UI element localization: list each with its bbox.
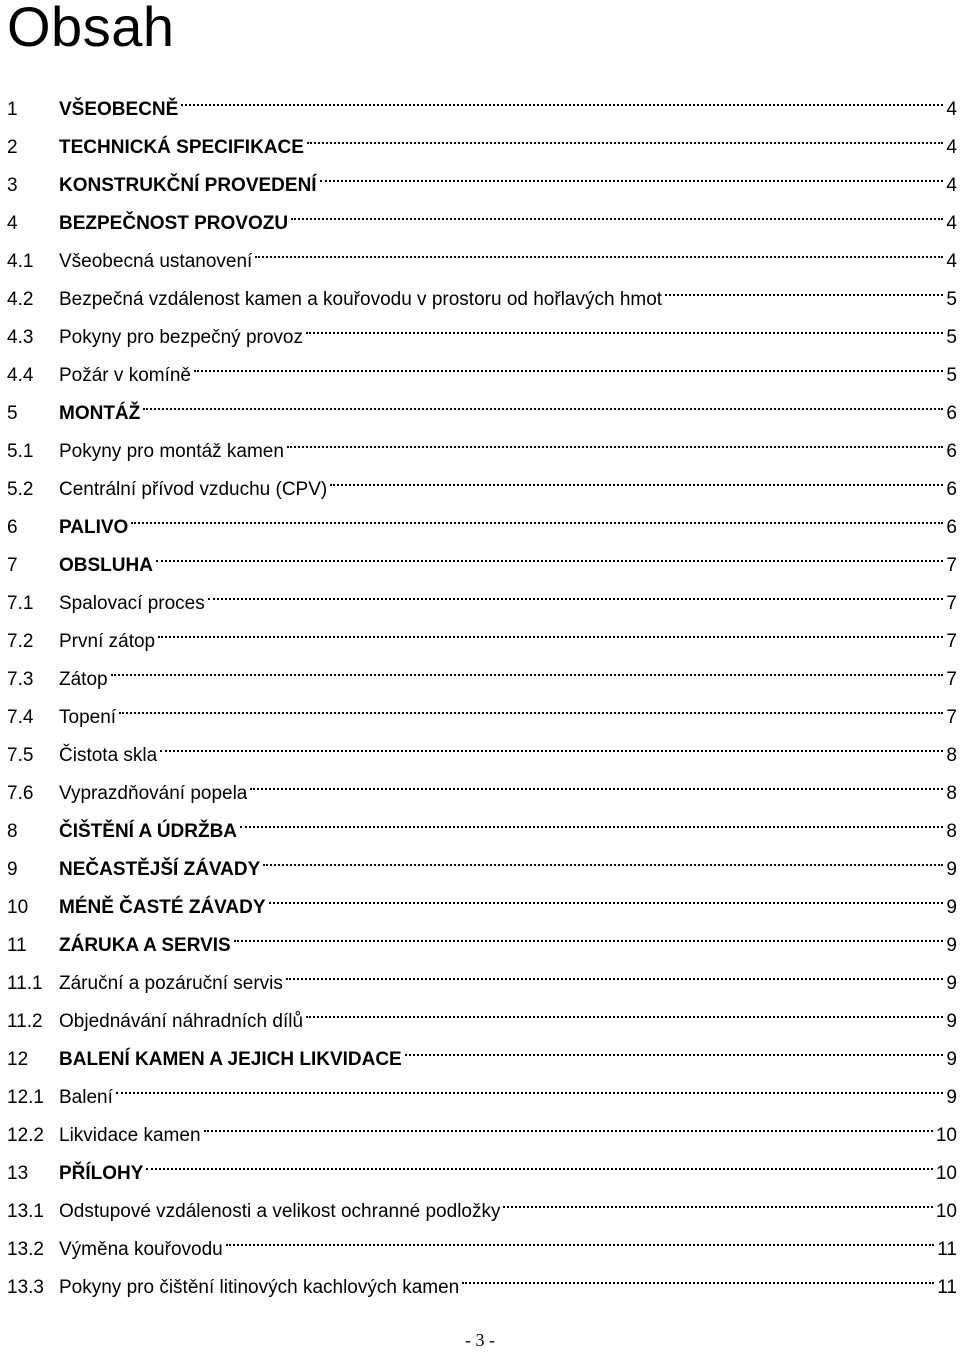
- toc-entry-number: 10: [7, 897, 29, 918]
- toc-entry[interactable]: [7, 1065, 957, 1108]
- toc-dot-leader: [286, 951, 944, 989]
- toc-entry-page-number: 7: [946, 593, 957, 614]
- toc-entry-page-number: 9: [946, 859, 957, 880]
- toc-entry[interactable]: [7, 533, 957, 576]
- toc-dot-leader: [131, 495, 943, 533]
- toc-dot-leader: [269, 875, 944, 913]
- toc-entry-title[interactable]: Pokyny pro montáž kamen: [59, 441, 284, 462]
- toc-entry-page-number: 7: [946, 669, 957, 690]
- toc-entry-title[interactable]: MÉNĚ ČASTÉ ZÁVADY: [59, 897, 266, 918]
- toc-entry-page-number: 4: [946, 213, 957, 234]
- toc-entry-number: 4: [7, 213, 18, 234]
- toc-entry-title[interactable]: PŘÍLOHY: [59, 1163, 144, 1184]
- toc-entry-page-number: 6: [946, 441, 957, 462]
- toc-entry-title[interactable]: Pokyny pro bezpečný provoz: [59, 327, 303, 348]
- toc-entry-page-number: 10: [935, 1201, 957, 1222]
- toc-dot-leader: [462, 1255, 934, 1293]
- toc-dot-leader: [665, 267, 943, 305]
- toc-entry-page-number: 8: [946, 745, 957, 766]
- toc-entry-page-number: 4: [946, 137, 957, 158]
- toc-entry-title[interactable]: OBSLUHA: [59, 555, 153, 576]
- toc-entry-page-number: 8: [946, 783, 957, 804]
- toc-entry-title[interactable]: Čistota skla: [59, 745, 158, 766]
- toc-entry-page-number: 10: [935, 1163, 957, 1184]
- toc-entry-page-number: 9: [946, 973, 957, 994]
- toc-entry-number: 7.6: [7, 783, 34, 804]
- toc-dot-leader: [160, 723, 943, 761]
- toc-entry-page-number: 9: [946, 1049, 957, 1070]
- toc-entry-title[interactable]: KONSTRUKČNÍ PROVEDENÍ: [59, 175, 317, 196]
- page-number: - 3 -: [465, 1330, 495, 1350]
- toc-entry-number: 12: [7, 1049, 29, 1070]
- toc-entry-title[interactable]: Topení: [59, 707, 117, 728]
- toc-entry[interactable]: [7, 1141, 957, 1184]
- toc-dot-leader: [143, 381, 943, 419]
- toc-entry-number: 13.1: [7, 1201, 44, 1222]
- toc-dot-leader: [156, 533, 943, 571]
- toc-entry-number: 5: [7, 403, 18, 424]
- toc-entry-title[interactable]: Odstupové vzdálenosti a velikost ochranné podložky: [59, 1201, 501, 1222]
- toc-dot-leader: [240, 799, 943, 837]
- toc-entry-number: 3: [7, 175, 18, 196]
- toc-entry[interactable]: [7, 381, 957, 424]
- page-title: Obsah: [7, 0, 175, 58]
- toc-entry-title[interactable]: První zátop: [59, 631, 156, 652]
- toc-entry-page-number: 6: [946, 403, 957, 424]
- toc-dot-leader: [111, 647, 944, 685]
- toc-dot-leader: [208, 571, 944, 609]
- toc-entry[interactable]: [7, 685, 957, 728]
- toc-entry-number: 11.2: [7, 1011, 43, 1032]
- toc-entry-title[interactable]: BALENÍ KAMEN A JEJICH LIKVIDACE: [59, 1049, 402, 1070]
- toc-entry-page-number: 9: [946, 1087, 957, 1108]
- toc-entry-title[interactable]: PALIVO: [59, 517, 129, 538]
- toc-entry-number: 4.4: [7, 365, 34, 386]
- toc-entry-title[interactable]: Všeobecná ustanovení: [59, 251, 253, 272]
- toc-dot-leader: [307, 115, 944, 153]
- toc-entry-title[interactable]: Požár v komíně: [59, 365, 191, 386]
- toc-entry-number: 13.3: [7, 1277, 44, 1298]
- toc-dot-leader: [306, 989, 943, 1027]
- toc-dot-leader: [405, 1027, 944, 1065]
- toc-entry-title[interactable]: Balení: [59, 1087, 113, 1108]
- toc-entry-number: 1: [7, 99, 18, 120]
- toc-entry[interactable]: [7, 419, 957, 462]
- toc-entry[interactable]: [7, 77, 957, 120]
- toc-entry-number: 7.2: [7, 631, 34, 652]
- toc-entry-title[interactable]: ČIŠTĚNÍ A ÚDRŽBA: [59, 821, 238, 842]
- toc-entry-page-number: 7: [946, 555, 957, 576]
- toc-entry-page-number: 7: [946, 631, 957, 652]
- toc-dot-leader: [263, 837, 943, 875]
- toc-dot-leader: [181, 77, 943, 115]
- toc-dot-leader: [146, 1141, 932, 1179]
- toc-dot-leader: [306, 305, 943, 343]
- toc-dot-leader: [204, 1103, 933, 1141]
- toc-entry-number: 4.3: [7, 327, 34, 348]
- toc-entry-number: 11.1: [7, 973, 43, 994]
- toc-entry-page-number: 9: [946, 897, 957, 918]
- toc-dot-leader: [291, 191, 943, 229]
- toc-entry-page-number: 5: [946, 289, 957, 310]
- toc-entry[interactable]: [7, 647, 957, 690]
- toc-entry[interactable]: [7, 495, 957, 538]
- toc-entry-title[interactable]: Bezpečná vzdálenost kamen a kouřovodu v prostoru od hořlavých hmot: [59, 289, 663, 310]
- toc-entry-page-number: 6: [946, 517, 957, 538]
- toc-entry-page-number: 11: [937, 1239, 957, 1260]
- toc-entry-number: 7.3: [7, 669, 34, 690]
- toc-entry-number: 7: [7, 555, 18, 576]
- toc-entry-title[interactable]: Objednávání náhradních dílů: [59, 1011, 304, 1032]
- toc-dot-leader: [234, 913, 944, 951]
- toc-entry-page-number: 4: [946, 251, 957, 272]
- toc-entry-number: 6: [7, 517, 18, 538]
- table-of-contents: [7, 77, 957, 1298]
- toc-entry-number: 5.2: [7, 479, 34, 500]
- toc-entry-title[interactable]: BEZPEČNOST PROVOZU: [59, 213, 289, 234]
- toc-entry-title[interactable]: NEČASTĚJŠÍ ZÁVADY: [59, 859, 261, 880]
- toc-entry-title[interactable]: Zátop: [59, 669, 108, 690]
- toc-entry-title[interactable]: Výměna kouřovodu: [59, 1239, 223, 1260]
- toc-entry-number: 4.2: [7, 289, 34, 310]
- toc-entry-page-number: 5: [946, 365, 957, 386]
- toc-entry-page-number: 9: [946, 1011, 957, 1032]
- toc-entry-page-number: 7: [946, 707, 957, 728]
- toc-entry-title[interactable]: Likvidace kamen: [59, 1125, 201, 1146]
- toc-entry-title[interactable]: VŠEOBECNĚ: [59, 99, 179, 120]
- toc-entry-number: 5.1: [7, 441, 34, 462]
- toc-dot-leader: [119, 685, 943, 723]
- toc-entry-number: 12.2: [7, 1125, 44, 1146]
- toc-entry-number: 12.1: [7, 1087, 44, 1108]
- toc-entry-number: 7.5: [7, 745, 34, 766]
- toc-entry-page-number: 8: [946, 821, 957, 842]
- toc-entry-page-number: 11: [937, 1277, 957, 1298]
- toc-dot-leader: [255, 229, 943, 267]
- toc-entry-title[interactable]: Spalovací proces: [59, 593, 205, 614]
- toc-entry-number: 8: [7, 821, 18, 842]
- toc-entry-title[interactable]: Centrální přívod vzduchu (CPV): [59, 479, 328, 500]
- toc-entry-page-number: 4: [946, 175, 957, 196]
- toc-dot-leader: [158, 609, 943, 647]
- toc-entry-page-number: 9: [946, 935, 957, 956]
- toc-entry-number: 13.2: [7, 1239, 44, 1260]
- toc-dot-leader: [330, 457, 943, 495]
- toc-entry-title[interactable]: Vyprazdňování popela: [59, 783, 248, 804]
- toc-entry[interactable]: [7, 723, 957, 766]
- toc-entry-page-number: 4: [946, 99, 957, 120]
- toc-entry-title[interactable]: Pokyny pro čištění litinových kachlových kamen: [59, 1277, 460, 1298]
- toc-entry[interactable]: [7, 1179, 957, 1222]
- toc-entry-title[interactable]: TECHNICKÁ SPECIFIKACE: [59, 137, 304, 158]
- toc-dot-leader: [503, 1179, 932, 1217]
- toc-dot-leader: [287, 419, 943, 457]
- toc-entry-page-number: 5: [946, 327, 957, 348]
- toc-entry-number: 11: [7, 935, 27, 956]
- toc-entry-title[interactable]: ZÁRUKA A SERVIS: [59, 935, 231, 956]
- toc-dot-leader: [116, 1065, 944, 1103]
- toc-entry-page-number: 10: [935, 1125, 957, 1146]
- toc-entry-number: 2: [7, 137, 18, 158]
- toc-entry-number: 7.4: [7, 707, 34, 728]
- toc-entry-page-number: 6: [946, 479, 957, 500]
- toc-entry[interactable]: [7, 1103, 957, 1146]
- toc-entry-title[interactable]: Záruční a pozáruční servis: [59, 973, 283, 994]
- toc-dot-leader: [226, 1217, 935, 1255]
- toc-entry-number: 9: [7, 859, 18, 880]
- toc-dot-leader: [320, 153, 944, 191]
- toc-entry-number: 7.1: [7, 593, 34, 614]
- toc-dot-leader: [194, 343, 943, 381]
- toc-entry-number: 4.1: [7, 251, 34, 272]
- toc-entry-number: 13: [7, 1163, 29, 1184]
- toc-dot-leader: [250, 761, 943, 799]
- toc-entry-title[interactable]: MONTÁŽ: [59, 403, 141, 424]
